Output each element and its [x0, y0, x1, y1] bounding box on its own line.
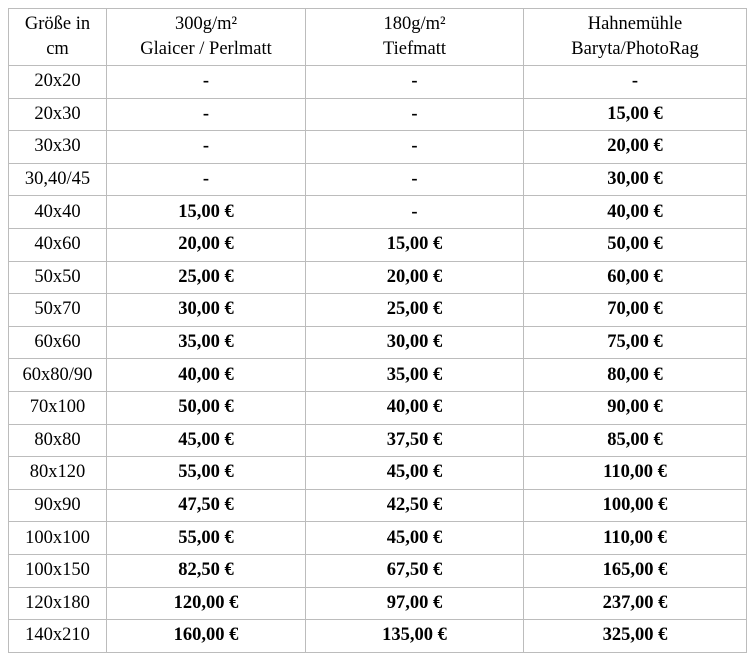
hahnemuehle-price-cell: -	[524, 66, 747, 99]
header-glossy-paper	[107, 9, 306, 66]
hahnemuehle-price-cell: 60,00 €	[524, 261, 747, 294]
glossy-price-cell: 50,00 €	[107, 391, 306, 424]
glossy-price-cell: 55,00 €	[107, 522, 306, 555]
table-row	[9, 489, 747, 522]
hahnemuehle-price-cell: 237,00 €	[524, 587, 747, 620]
table-row	[9, 457, 747, 490]
table-row	[9, 359, 747, 392]
header-glossy-line2: Glaicer / Perlmatt	[140, 39, 272, 59]
table-row	[9, 196, 747, 229]
matte-price-cell: 67,50 €	[306, 554, 524, 587]
glossy-price-cell: 20,00 €	[107, 228, 306, 261]
header-row	[9, 9, 747, 66]
hahnemuehle-price-cell: 110,00 €	[524, 522, 747, 555]
header-hahnemuehle-line2: Baryta/PhotoRag	[571, 39, 699, 59]
glossy-price-cell: 35,00 €	[107, 326, 306, 359]
table-row	[9, 620, 747, 653]
hahnemuehle-price-cell: 15,00 €	[524, 98, 747, 131]
hahnemuehle-price-cell: 20,00 €	[524, 131, 747, 164]
header-matte-line2: Tiefmatt	[382, 39, 447, 59]
glossy-price-cell: -	[107, 163, 306, 196]
hahnemuehle-price-cell: 325,00 €	[524, 620, 747, 653]
size-cell: 60x60	[9, 326, 107, 359]
glossy-price-cell: 15,00 €	[107, 196, 306, 229]
matte-price-cell: -	[306, 196, 524, 229]
header-size-line1: Größe in	[24, 14, 91, 34]
price-table-body	[9, 66, 747, 653]
size-cell: 40x60	[9, 228, 107, 261]
size-cell: 30x30	[9, 131, 107, 164]
table-row	[9, 424, 747, 457]
hahnemuehle-price-cell: 75,00 €	[524, 326, 747, 359]
table-row	[9, 522, 747, 555]
matte-price-cell: -	[306, 131, 524, 164]
glossy-price-cell: 30,00 €	[107, 294, 306, 327]
hahnemuehle-price-cell: 80,00 €	[524, 359, 747, 392]
header-hahnemuehle-paper	[524, 9, 747, 66]
hahnemuehle-price-cell: 110,00 €	[524, 457, 747, 490]
hahnemuehle-price-cell: 85,00 €	[524, 424, 747, 457]
matte-price-cell: 40,00 €	[306, 391, 524, 424]
glossy-price-cell: 55,00 €	[107, 457, 306, 490]
glossy-price-cell: -	[107, 66, 306, 99]
table-row	[9, 261, 747, 294]
hahnemuehle-price-cell: 40,00 €	[524, 196, 747, 229]
size-cell: 100x100	[9, 522, 107, 555]
matte-price-cell: 45,00 €	[306, 522, 524, 555]
hahnemuehle-price-cell: 70,00 €	[524, 294, 747, 327]
size-cell: 80x120	[9, 457, 107, 490]
table-row	[9, 228, 747, 261]
matte-price-cell: 30,00 €	[306, 326, 524, 359]
header-glossy-line1: 300g/m²	[174, 14, 238, 34]
header-matte-paper	[306, 9, 524, 66]
price-table	[8, 8, 747, 653]
size-cell: 140x210	[9, 620, 107, 653]
matte-price-cell: -	[306, 66, 524, 99]
size-cell: 50x50	[9, 261, 107, 294]
table-row	[9, 326, 747, 359]
table-row	[9, 587, 747, 620]
glossy-price-cell: 47,50 €	[107, 489, 306, 522]
table-row	[9, 131, 747, 164]
hahnemuehle-price-cell: 30,00 €	[524, 163, 747, 196]
size-cell: 120x180	[9, 587, 107, 620]
size-cell: 90x90	[9, 489, 107, 522]
matte-price-cell: 25,00 €	[306, 294, 524, 327]
size-cell: 20x30	[9, 98, 107, 131]
hahnemuehle-price-cell: 90,00 €	[524, 391, 747, 424]
glossy-price-cell: -	[107, 98, 306, 131]
glossy-price-cell: 160,00 €	[107, 620, 306, 653]
glossy-price-cell: -	[107, 131, 306, 164]
size-cell: 80x80	[9, 424, 107, 457]
size-cell: 20x20	[9, 66, 107, 99]
size-cell: 70x100	[9, 391, 107, 424]
size-cell: 40x40	[9, 196, 107, 229]
size-cell: 50x70	[9, 294, 107, 327]
matte-price-cell: 20,00 €	[306, 261, 524, 294]
table-row	[9, 163, 747, 196]
matte-price-cell: -	[306, 98, 524, 131]
header-size	[9, 9, 107, 66]
table-row	[9, 98, 747, 131]
size-cell: 60x80/90	[9, 359, 107, 392]
matte-price-cell: 135,00 €	[306, 620, 524, 653]
glossy-price-cell: 25,00 €	[107, 261, 306, 294]
price-table-container	[8, 8, 747, 653]
matte-price-cell: 15,00 €	[306, 228, 524, 261]
header-matte-line1: 180g/m²	[383, 14, 446, 34]
matte-price-cell: 35,00 €	[306, 359, 524, 392]
matte-price-cell: 97,00 €	[306, 587, 524, 620]
matte-price-cell: 42,50 €	[306, 489, 524, 522]
table-row	[9, 554, 747, 587]
size-cell: 100x150	[9, 554, 107, 587]
table-row	[9, 294, 747, 327]
glossy-price-cell: 40,00 €	[107, 359, 306, 392]
matte-price-cell: -	[306, 163, 524, 196]
table-row	[9, 66, 747, 99]
hahnemuehle-price-cell: 165,00 €	[524, 554, 747, 587]
matte-price-cell: 45,00 €	[306, 457, 524, 490]
glossy-price-cell: 120,00 €	[107, 587, 306, 620]
hahnemuehle-price-cell: 100,00 €	[524, 489, 747, 522]
table-row	[9, 391, 747, 424]
glossy-price-cell: 45,00 €	[107, 424, 306, 457]
matte-price-cell: 37,50 €	[306, 424, 524, 457]
hahnemuehle-price-cell: 50,00 €	[524, 228, 747, 261]
header-size-line2: cm	[46, 39, 69, 59]
size-cell: 30,40/45	[9, 163, 107, 196]
glossy-price-cell: 82,50 €	[107, 554, 306, 587]
header-hahnemuehle-line1: Hahnemühle	[587, 14, 683, 34]
